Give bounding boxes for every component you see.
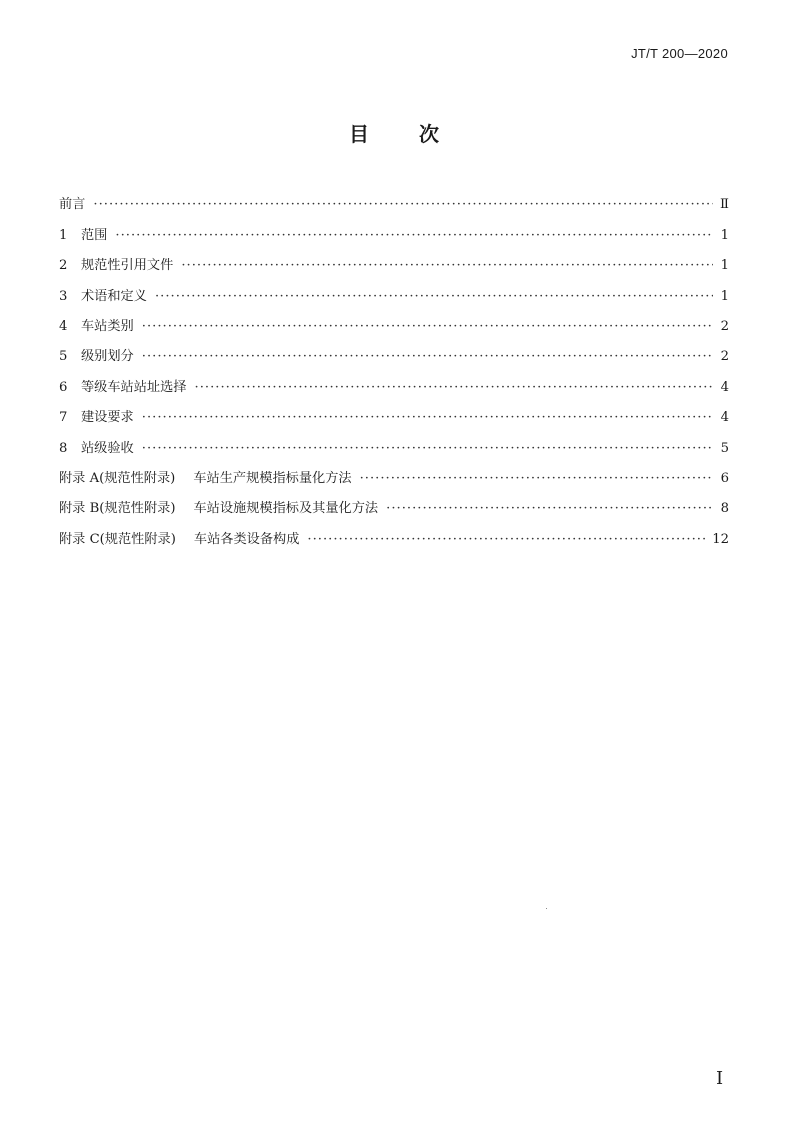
toc-entry-page: 2 [720,318,729,334]
toc-entry-title: 建设要求 [81,410,134,426]
toc-entry-number: 8 [59,440,68,456]
standard-code: JT/T 200—2020 [631,46,728,61]
toc-entry-page: 5 [720,440,729,456]
toc-leader-dots [115,225,713,247]
toc-leader-dots [155,286,713,308]
page-number: I [716,1068,724,1089]
toc-entry-3[interactable] [59,277,729,307]
toc-leader-dots [142,316,713,338]
page-title [0,118,790,147]
toc-entry-page: 1 [720,258,729,274]
toc-entry-page: 1 [720,288,729,304]
toc-entry-title: 等级车站站址选择 [81,379,187,395]
toc-entry-number: 4 [59,318,68,334]
toc-entry-number: 7 [59,410,68,426]
toc-entry-5[interactable] [59,338,729,368]
toc-entry-appendix-c[interactable] [59,520,729,550]
toc-entry-2[interactable] [59,247,729,277]
toc-entry-title: 术语和定义 [81,288,147,304]
toc-entry-8[interactable] [59,429,729,459]
toc-entry-title: 前言 [59,197,86,213]
toc-entry-title: 范围 [81,227,108,243]
toc-entry-appendix-a[interactable] [59,460,729,490]
toc-leader-dots [142,407,713,429]
toc-leader-dots [307,529,706,551]
toc-entry-number: 2 [59,258,68,274]
toc-entry-title: 车站生产规模指标量化方法 [193,470,352,486]
toc-entry-title: 级别划分 [81,349,134,365]
toc-leader-dots [386,498,713,520]
toc-entry-4[interactable] [59,308,729,338]
toc-entry-7[interactable] [59,399,729,429]
toc-entry-title: 规范性引用文件 [81,258,174,274]
toc-entry-page: 2 [720,349,729,365]
title-char-1: 目 [349,122,371,146]
toc-entry-title: 车站各类设备构成 [193,531,300,547]
toc-leader-dots [142,346,713,368]
toc-entry-number: 5 [59,349,68,365]
toc-entry-page: 6 [720,470,729,486]
toc-entry-page: 1 [720,227,729,243]
toc-entry-number: 6 [59,379,68,395]
toc-appendix-label: 附录 C(规范性附录) [59,531,176,547]
toc-entry-page: 8 [720,501,729,517]
toc-appendix-label: 附录 B(规范性附录) [59,501,176,517]
scan-speck [546,908,547,909]
toc-entry-title: 车站类别 [81,318,134,334]
toc-entry-title: 车站设施规模指标及其量化方法 [193,501,379,517]
toc-entry-page: 12 [712,531,729,547]
toc-leader-dots [360,468,713,490]
toc-entry-1[interactable] [59,216,729,246]
table-of-contents [59,186,729,551]
toc-entry-page: Ⅱ [720,197,729,213]
toc-entry-number: 1 [59,227,68,243]
toc-entry-appendix-b[interactable] [59,490,729,520]
title-char-2: 次 [419,122,441,146]
toc-leader-dots [93,194,713,216]
toc-leader-dots [181,255,713,277]
toc-entry-6[interactable] [59,368,729,398]
toc-entry-foreword[interactable] [59,186,729,216]
toc-entry-title: 站级验收 [81,440,134,456]
toc-leader-dots [142,438,713,460]
toc-appendix-label: 附录 A(规范性附录) [59,470,176,486]
toc-entry-page: 4 [720,379,729,395]
toc-leader-dots [195,377,714,399]
toc-entry-page: 4 [720,410,729,426]
toc-entry-number: 3 [59,288,68,304]
